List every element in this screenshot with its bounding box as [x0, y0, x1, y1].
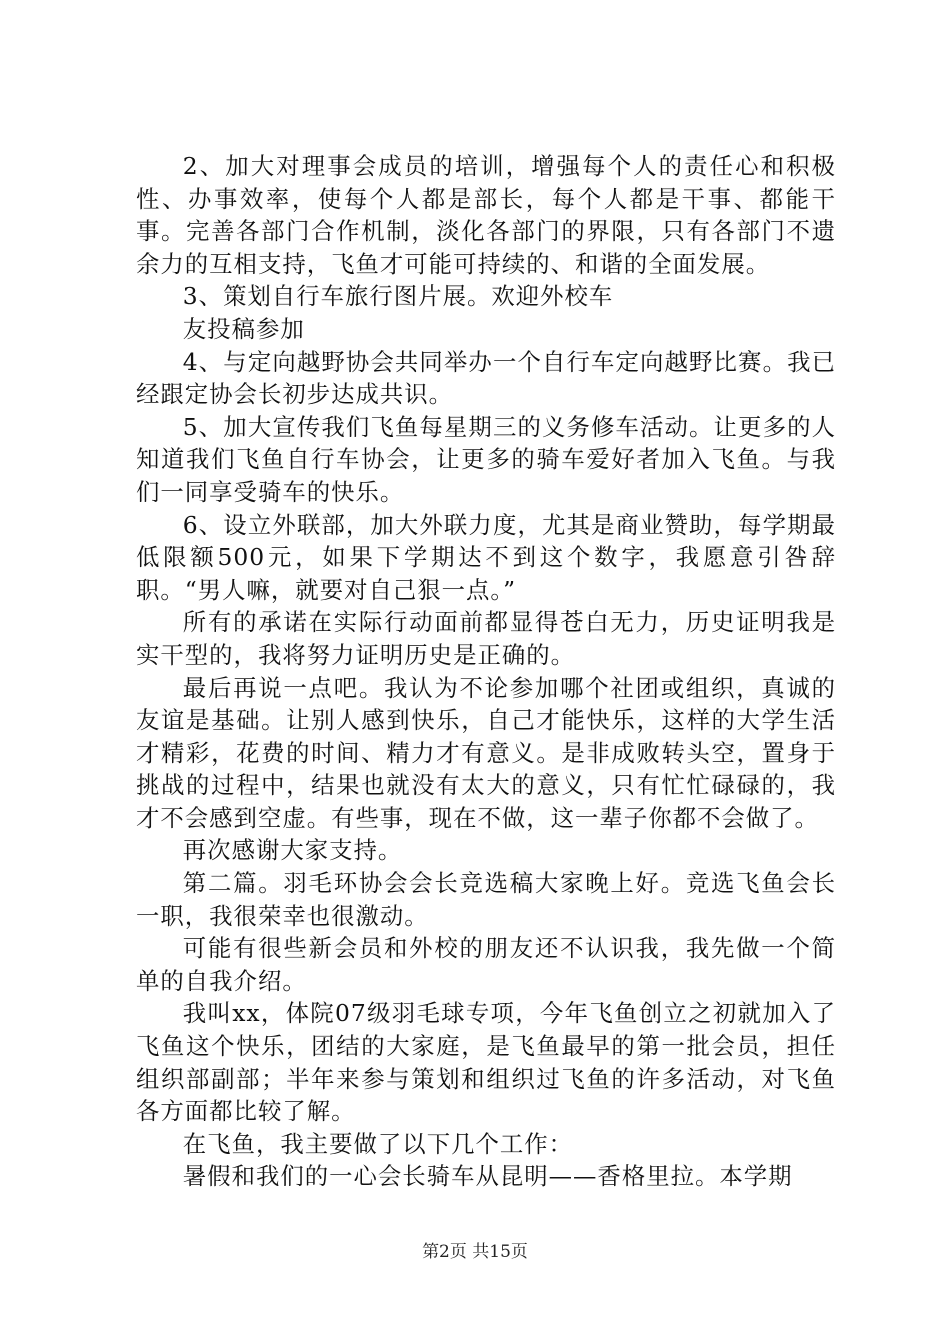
paragraph-thanks: 再次感谢大家支持。 — [182, 836, 403, 865]
paragraph-self-intro-lead: 可能有很些新会员和外校的朋友还不认识我，我先做一个简单的自我介绍。 — [136, 934, 836, 995]
paragraph-closing-remarks: 最后再说一点吧。我认为不论参加哪个社团或组织，真诚的友谊是基础。让别人感到快乐，自己才能快乐，这样的大学生活才精彩，花费的时间、精力才有意义。是非成败转头空，置身于挑战的过程中，结果也就没有太大的意义，只有忙忙碌碌的，我才不会感到空虚。有些事，现在不做，这一辈子你都不会做了。 — [136, 673, 836, 832]
document-body — [136, 150, 836, 1193]
paragraph-item-6: 6、设立外联部，加大外联力度，尤其是商业赞助，每学期最低限额500元，如果下学期达不到这个数字，我愿意引咎辞职。“男人嘛，就要对自己狠一点。” — [136, 510, 836, 604]
paragraph-item-2: 2、加大对理事会成员的培训，增强每个人的责任心和积极性、办事效率，使每个人都是部长，每个人都是干事、都能干事。完善各部门合作机制，淡化各部门的界限，只有各部门不遗余力的互相支持，飞鱼才可能可持续的、和谐的全面发展。 — [136, 152, 836, 278]
paragraph-commitment: 所有的承诺在实际行动面前都显得苍白无力，历史证明我是实干型的，我将努力证明历史是正确的。 — [136, 608, 836, 669]
paragraph-item-3: 3、策划自行车旅行图片展。欢迎外校车 — [182, 282, 614, 311]
paragraph-item-4: 4、与定向越野协会共同举办一个自行车定向越野比赛。我已经跟定协会长初步达成共识。 — [136, 347, 836, 409]
paragraph-item-3-continued: 友投稿参加 — [182, 314, 305, 343]
page-number-footer: 第2页 共15页 — [422, 1242, 528, 1262]
paragraph-summer-ride: 暑假和我们的一心会长骑车从昆明——香格里拉。本学期 — [182, 1162, 793, 1191]
paragraph-work-lead: 在飞鱼，我主要做了以下几个工作： — [182, 1129, 574, 1158]
paragraph-second-article-heading: 第二篇。羽毛环协会会长竞选稿大家晚上好。竞选飞鱼会长一职，我很荣幸也很激动。 — [136, 869, 836, 930]
paragraph-self-intro: 我叫xx，体院07级羽毛球专项，今年飞鱼创立之初就加入了飞鱼这个快乐，团结的大家庭，是飞鱼最早的第一批会员，担任组织部副部；半年来参与策划和组织过飞鱼的许多活动，对飞鱼各方面都比较了解。 — [136, 999, 836, 1126]
paragraph-item-5: 5、加大宣传我们飞鱼每星期三的义务修车活动。让更多的人知道我们飞鱼自行车协会，让更多的骑车爱好者加入飞鱼。与我们一同享受骑车的快乐。 — [136, 412, 836, 506]
